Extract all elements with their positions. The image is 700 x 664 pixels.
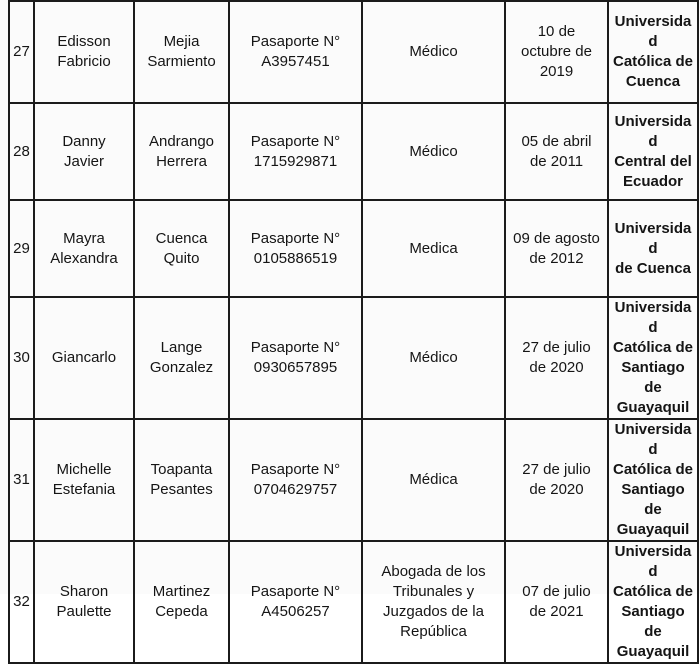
date-cell bbox=[505, 103, 608, 200]
university-line: Ecuador bbox=[622, 172, 683, 190]
document-line: Pasaporte N° bbox=[250, 339, 341, 356]
university-cell bbox=[608, 1, 698, 103]
university-line: Universidad bbox=[614, 421, 692, 458]
university-line: Católica de bbox=[612, 461, 694, 478]
date-line: 27 de julio bbox=[522, 461, 591, 478]
university-line: Universidad bbox=[614, 543, 692, 580]
last-names-line: Cepeda bbox=[155, 603, 208, 620]
first-names-cell bbox=[34, 200, 134, 297]
first-names-line: Estefania bbox=[52, 481, 116, 498]
professionals-table bbox=[8, 0, 699, 664]
document-line: A3957451 bbox=[261, 53, 330, 70]
university-line: Católica de bbox=[612, 53, 694, 70]
university-line: Guayaquil bbox=[616, 399, 690, 416]
university-line: Universidad bbox=[614, 299, 692, 336]
university-cell bbox=[608, 200, 698, 297]
document-line: 0930657895 bbox=[253, 359, 338, 376]
title-cell bbox=[362, 419, 505, 541]
title-cell bbox=[362, 200, 505, 297]
date-line: 10 de bbox=[537, 23, 576, 40]
table-row bbox=[9, 200, 698, 297]
university-cell bbox=[608, 419, 698, 541]
date-line: octubre de bbox=[521, 43, 592, 60]
document-cell bbox=[229, 297, 362, 419]
date-line: 05 de abril bbox=[521, 132, 592, 150]
title-line: Médico bbox=[409, 142, 458, 160]
title-line: Juzgados de la bbox=[383, 603, 484, 620]
university-line: Universidad bbox=[614, 219, 692, 257]
row-number-cell: 27 bbox=[9, 1, 34, 103]
last-names-line: Herrera bbox=[156, 152, 207, 170]
first-names-line: Danny bbox=[62, 132, 106, 150]
first-names-line: Michelle bbox=[56, 461, 112, 478]
university-line: de Cuenca bbox=[615, 259, 691, 277]
table-row bbox=[9, 419, 698, 541]
document-line: Pasaporte N° bbox=[250, 583, 341, 600]
first-names-line: Paulette bbox=[56, 603, 112, 620]
first-names-line: Giancarlo bbox=[51, 349, 117, 366]
last-names-line: Mejia bbox=[163, 33, 200, 50]
last-names-line: Pesantes bbox=[150, 481, 213, 498]
document-cell bbox=[229, 541, 362, 663]
university-line: Universidad bbox=[614, 112, 692, 150]
first-names-line: Edisson bbox=[57, 33, 111, 50]
last-names-line: Cuenca bbox=[155, 229, 208, 247]
first-names-line: Fabricio bbox=[57, 53, 111, 70]
document-line: 0704629757 bbox=[253, 481, 338, 498]
date-line: 09 de agosto bbox=[513, 229, 600, 247]
first-names-line: Alexandra bbox=[50, 249, 118, 267]
date-cell bbox=[505, 419, 608, 541]
document-cell bbox=[229, 419, 362, 541]
first-names-line: Sharon bbox=[59, 583, 109, 600]
last-names-line: Lange bbox=[160, 339, 203, 356]
last-names-cell bbox=[134, 419, 229, 541]
university-line: Santiago de bbox=[621, 359, 685, 396]
first-names-cell bbox=[34, 419, 134, 541]
date-line: de 2020 bbox=[529, 359, 584, 376]
first-names-cell bbox=[34, 541, 134, 663]
title-line: Tribunales y bbox=[392, 583, 475, 600]
date-line: 2019 bbox=[539, 63, 574, 80]
document-line: Pasaporte N° bbox=[250, 229, 341, 247]
university-line: Central del bbox=[614, 152, 692, 170]
title-line: Médico bbox=[409, 349, 458, 366]
university-line: Santiago de bbox=[621, 603, 685, 640]
title-line: República bbox=[400, 623, 467, 640]
table-row bbox=[9, 1, 698, 103]
university-line: Cuenca bbox=[625, 73, 681, 90]
title-line: Médica bbox=[409, 471, 458, 488]
title-cell bbox=[362, 297, 505, 419]
university-cell bbox=[608, 297, 698, 419]
document-cell bbox=[229, 103, 362, 200]
row-number-cell: 28 bbox=[9, 103, 34, 200]
date-cell bbox=[505, 541, 608, 663]
title-cell bbox=[362, 1, 505, 103]
last-names-cell bbox=[134, 200, 229, 297]
document-line: A4506257 bbox=[261, 603, 330, 620]
date-line: de 2012 bbox=[529, 249, 584, 267]
university-cell bbox=[608, 541, 698, 663]
date-cell bbox=[505, 200, 608, 297]
first-names-line: Javier bbox=[63, 152, 104, 170]
date-cell bbox=[505, 297, 608, 419]
university-line: Guayaquil bbox=[616, 521, 690, 538]
university-cell bbox=[608, 103, 698, 200]
table-row bbox=[9, 103, 698, 200]
last-names-cell bbox=[134, 103, 229, 200]
row-number-cell: 32 bbox=[9, 541, 34, 663]
last-names-cell bbox=[134, 541, 229, 663]
document-cell bbox=[229, 1, 362, 103]
university-line: Universidad bbox=[614, 13, 692, 50]
university-line: Santiago de bbox=[621, 481, 685, 518]
title-cell bbox=[362, 541, 505, 663]
title-line: Abogada de los bbox=[381, 563, 486, 580]
university-line: Católica de bbox=[612, 339, 694, 356]
first-names-cell bbox=[34, 297, 134, 419]
last-names-cell bbox=[134, 1, 229, 103]
row-number-cell: 31 bbox=[9, 419, 34, 541]
title-cell bbox=[362, 103, 505, 200]
first-names-cell bbox=[34, 103, 134, 200]
last-names-cell bbox=[134, 297, 229, 419]
date-line: de 2011 bbox=[529, 152, 584, 170]
university-line: Guayaquil bbox=[616, 643, 690, 660]
row-number-cell: 29 bbox=[9, 200, 34, 297]
title-line: Medica bbox=[409, 239, 458, 257]
row-number-cell: 30 bbox=[9, 297, 34, 419]
title-line: Médico bbox=[409, 43, 458, 60]
last-names-line: Andrango bbox=[148, 132, 215, 150]
university-line: Católica de bbox=[612, 583, 694, 600]
document-cell bbox=[229, 200, 362, 297]
date-line: 07 de julio bbox=[522, 583, 591, 600]
last-names-line: Toapanta bbox=[150, 461, 213, 478]
document-line: 0105886519 bbox=[253, 249, 338, 267]
document-line: 1715929871 bbox=[253, 152, 338, 170]
date-line: 27 de julio bbox=[522, 339, 591, 356]
table-row bbox=[9, 541, 698, 663]
document-line: Pasaporte N° bbox=[250, 33, 341, 50]
date-line: de 2021 bbox=[529, 603, 584, 620]
last-names-line: Sarmiento bbox=[147, 53, 216, 70]
document-line: Pasaporte N° bbox=[250, 461, 341, 478]
first-names-line: Mayra bbox=[63, 229, 105, 247]
document-line: Pasaporte N° bbox=[250, 132, 341, 150]
first-names-cell bbox=[34, 1, 134, 103]
table-row bbox=[9, 297, 698, 419]
last-names-line: Martinez bbox=[152, 583, 211, 600]
date-line: de 2020 bbox=[529, 481, 584, 498]
last-names-line: Gonzalez bbox=[149, 359, 214, 376]
last-names-line: Quito bbox=[163, 249, 200, 267]
table-body bbox=[9, 1, 698, 663]
date-cell bbox=[505, 1, 608, 103]
